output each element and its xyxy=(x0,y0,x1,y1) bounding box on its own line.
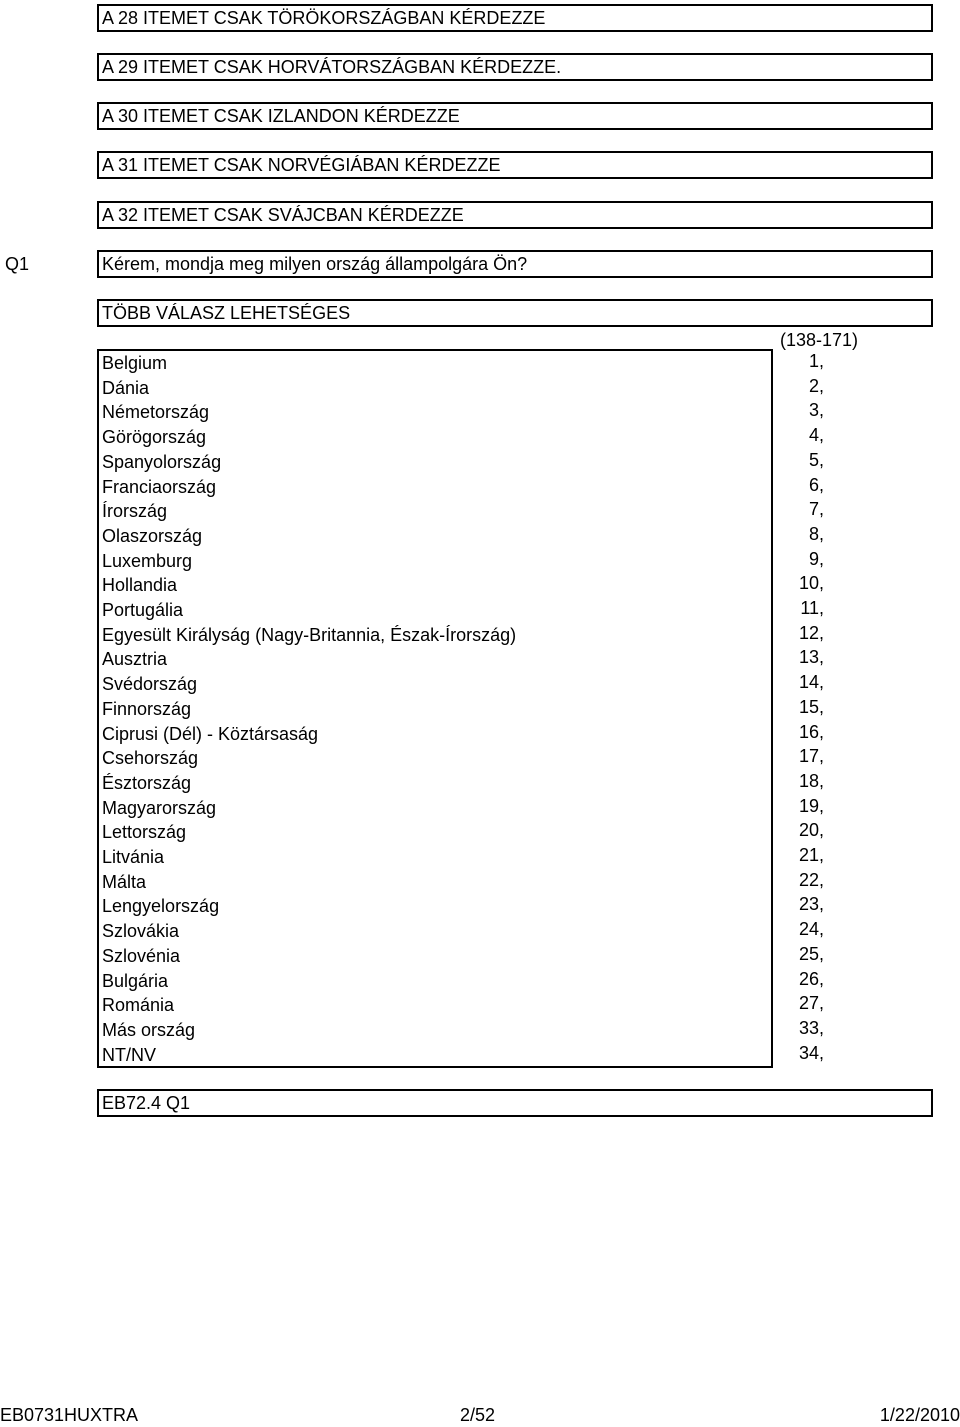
answer-code: 34, xyxy=(798,1042,824,1063)
question-box xyxy=(97,250,933,278)
answer-code: 2, xyxy=(808,375,824,396)
answer-label: Franciaország xyxy=(102,476,217,497)
answer-label: NT/NV xyxy=(102,1044,156,1065)
instruction-text: A 28 ITEMET CSAK TÖRÖKORSZÁGBAN KÉRDEZZE xyxy=(102,8,546,28)
answer-row xyxy=(99,993,771,1018)
instruction-box-31 xyxy=(97,151,933,179)
answer-row xyxy=(99,1043,771,1068)
answer-code: 21, xyxy=(798,845,824,865)
answer-row xyxy=(99,820,771,845)
answer-label: Ciprusi (Dél) - Köztársaság xyxy=(102,723,319,744)
answer-label: Belgium xyxy=(102,353,168,373)
answer-label: Spanyolország xyxy=(102,451,222,472)
answer-code: 25, xyxy=(798,943,824,964)
instruction-text: A 31 ITEMET CSAK NORVÉGIÁBAN KÉRDEZZE xyxy=(102,155,501,175)
answer-row xyxy=(99,919,771,944)
answer-row xyxy=(99,524,771,549)
answer-label: Görögország xyxy=(102,427,207,448)
answer-code: 11, xyxy=(800,598,824,618)
answer-label: Hollandia xyxy=(102,575,178,596)
answer-label: Svédország xyxy=(102,674,198,695)
answer-row xyxy=(99,647,771,672)
instruction-text: A 29 ITEMET CSAK HORVÁTORSZÁGBAN KÉRDEZZE. xyxy=(102,57,562,77)
answer-row xyxy=(99,697,771,722)
answer-code: 13, xyxy=(798,647,824,668)
code-range: (138-171) xyxy=(779,330,859,350)
answer-label: Csehország xyxy=(102,748,199,769)
answer-label: Szlovákia xyxy=(102,921,180,942)
answer-row xyxy=(99,475,771,500)
answer-label: Dánia xyxy=(102,377,150,398)
answer-label: Németország xyxy=(102,402,210,423)
answer-row xyxy=(99,623,771,648)
answer-code: 9, xyxy=(808,548,824,569)
answer-label: Lengyelország xyxy=(102,896,220,917)
answer-code: 6, xyxy=(808,474,824,495)
footer-date: 1/22/2010 xyxy=(879,1405,960,1425)
instruction-text: A 30 ITEMET CSAK IZLANDON KÉRDEZZE xyxy=(102,106,460,126)
answer-row xyxy=(99,672,771,697)
answer-row xyxy=(99,1018,771,1043)
answer-row xyxy=(99,400,771,425)
answer-row xyxy=(99,499,771,524)
answer-code: 12, xyxy=(798,622,824,643)
answer-label: Románia xyxy=(102,995,175,1016)
answer-row xyxy=(99,894,771,919)
multi-answer-note: TÖBB VÁLASZ LEHETSÉGES xyxy=(102,303,351,323)
answer-code: 26, xyxy=(798,968,824,989)
answer-code: 4, xyxy=(808,425,824,446)
answer-code: 22, xyxy=(798,869,824,890)
answer-code: 16, xyxy=(798,721,824,742)
answer-row xyxy=(99,351,771,376)
answer-row xyxy=(99,845,771,870)
answer-label: Ausztria xyxy=(102,649,168,670)
answer-label: Litvánia xyxy=(102,847,165,867)
answer-row xyxy=(99,450,771,475)
answer-row xyxy=(99,796,771,821)
answer-row xyxy=(99,549,771,574)
question-text: Kérem, mondja meg milyen ország állampolgára Ön? xyxy=(102,254,528,274)
footer-doc-id: EB0731HUXTRA xyxy=(0,1405,139,1425)
instruction-text: A 32 ITEMET CSAK SVÁJCBAN KÉRDEZZE xyxy=(102,205,464,225)
answer-code: 18, xyxy=(798,770,824,791)
answer-label: Finnország xyxy=(102,698,192,719)
answer-code: 33, xyxy=(798,1017,824,1038)
answer-code: 8, xyxy=(808,523,824,544)
source-ref-box xyxy=(97,1089,933,1117)
answer-code: 15, xyxy=(798,696,824,717)
answer-row xyxy=(99,573,771,598)
source-ref: EB72.4 Q1 xyxy=(102,1093,191,1113)
answer-code: 10, xyxy=(798,573,824,594)
answer-code: 27, xyxy=(798,993,824,1014)
answer-code: 24, xyxy=(798,919,824,940)
answer-code: 20, xyxy=(798,820,824,841)
answer-label: Portugália xyxy=(102,600,184,620)
answer-code: 23, xyxy=(798,894,824,915)
answer-row xyxy=(99,771,771,796)
answer-code: 19, xyxy=(798,795,824,816)
answer-row xyxy=(99,376,771,401)
answer-code: 14, xyxy=(798,672,824,693)
answer-code: 7, xyxy=(808,499,824,520)
answer-label: Más ország xyxy=(102,1019,196,1040)
answer-row xyxy=(99,944,771,969)
answer-row xyxy=(99,870,771,895)
multi-answer-box xyxy=(97,299,933,327)
answer-label: Luxemburg xyxy=(102,550,193,571)
instruction-box-29 xyxy=(97,53,933,81)
answer-label: Egyesült Királyság (Nagy-Britannia, Észak-Írország) xyxy=(102,624,517,645)
answer-list xyxy=(97,349,773,1068)
footer-page: 2/52 xyxy=(460,1405,496,1425)
instruction-box-30 xyxy=(97,102,933,130)
answer-label: Málta xyxy=(102,871,147,892)
answer-label: Szlovénia xyxy=(102,945,181,966)
answer-label: Bulgária xyxy=(102,970,169,991)
answer-label: Olaszország xyxy=(102,525,203,546)
answer-label: Észtország xyxy=(102,772,192,793)
answer-row xyxy=(99,969,771,994)
instruction-box-28 xyxy=(97,4,933,32)
answer-label: Írország xyxy=(102,501,168,522)
answer-label: Lettország xyxy=(102,822,187,843)
answer-row xyxy=(99,425,771,450)
answer-row xyxy=(99,722,771,747)
question-id: Q1 xyxy=(5,254,30,274)
answer-code: 3, xyxy=(808,400,824,421)
answer-row xyxy=(99,746,771,771)
answer-label: Magyarország xyxy=(102,797,217,818)
answer-row xyxy=(99,598,771,623)
answer-code: 17, xyxy=(798,746,824,767)
answer-code: 5, xyxy=(808,449,824,470)
instruction-box-32 xyxy=(97,201,933,229)
answer-code: 1, xyxy=(808,351,824,371)
